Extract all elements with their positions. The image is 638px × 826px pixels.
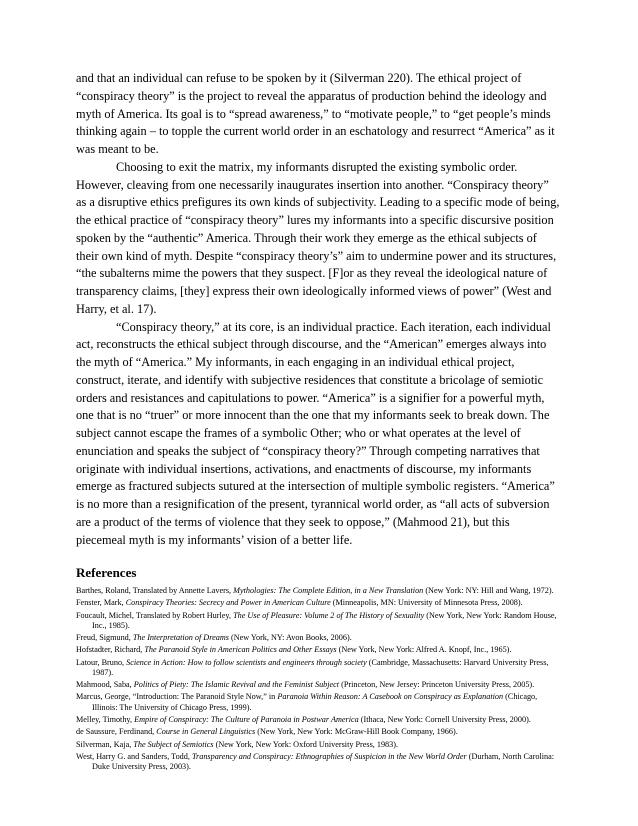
reference-author: Hofstadter, Richard,	[76, 645, 145, 655]
body-text	[76, 70, 562, 549]
reference-publication: (New York: NY: Hill and Wang, 1972).	[423, 586, 554, 596]
reference-title: Politics of Piety: The Islamic Revival and the Feminist Subject	[133, 680, 340, 690]
reference-entry	[76, 645, 562, 655]
reference-publication: (New York, New York: Oxford University Press, 1983).	[213, 739, 399, 749]
document-page	[76, 70, 562, 774]
reference-author: Silverman, Kaja,	[76, 739, 134, 749]
reference-entry	[76, 680, 562, 690]
reference-title: Paranoia Within Reason: A Casebook on Conspiracy as Explanation	[277, 692, 504, 702]
reference-author: Barthes, Roland, Translated by Annette Lavers,	[76, 586, 234, 596]
reference-publication: (New York, New York: McGraw-Hill Book Company, 1966).	[255, 727, 458, 737]
reference-publication: (New York, New York: Random House, Inc., 1985).	[92, 610, 557, 631]
reference-title: Mythologies: The Complete Edition, in a New Translation	[233, 586, 424, 596]
paragraph: “Conspiracy theory,” at its core, is an individual practice. Each iteration, each individual act, reconstructs the ethical subject through discourse, and the “American” emerges always into the myth of “America.” My informants, in each engaging in an individual ethical project, construct, iterate, and identify with subjective residences that constitute a bricolage of semiotic orders and resistances and capitulations to power. “America” is a signifier for a powerful myth, one that is no “truer” or more innocent than the one that my informants seek to break down. The subject cannot escape the frames of a symbolic Other; who or what operates at the level of enunciation and speaks the subject of “conspiracy theory?” Through competing narratives that originate with individual insertions, activations, and enactments of discourse, my informants emerge as fractured subjects sutured at the intersection of multiple symbolic registers. “America” is no more than a resignification of the present, tyrannical world order, as “all acts of subversion are a product of the terms of violence that they seek to oppose,” (Mahmood 21), but this piecemeal myth is my informants’ vision of a better life.	[76, 319, 555, 547]
reference-author: de Saussure, Ferdinand,	[76, 727, 157, 737]
reference-title: The Paranoid Style in American Politics and Other Essays	[144, 645, 337, 655]
reference-publication: (Chicago, Illinois: The University of Chicago Press, 1999).	[92, 692, 538, 712]
paragraph: Choosing to exit the matrix, my informants disrupted the existing symbolic order. However, cleaving from one necessarily inaugurates insertion into another. “Conspiracy theory” as a disruptive ethics prefigures its own kinds of subjectivity. Leading to a specific mode of being, the ethical practice of “conspiracy theory” lures my informants into a specific discursive position spoken by the “authentic” America. Through their work they emerge as the ethical subjects of their own kind of myth. Despite “conspiracy theory’s” aim to undermine power and its structures, “the subalterns mime the powers that they suspect. [F]or as they reveal the ideological nature of transparency claims, [they] express their own ideologically informed views of power” (West and Harry, et al. 17).	[76, 159, 560, 316]
reference-title: Conspiracy Theories: Secrecy and Power in American Culture	[125, 598, 331, 608]
reference-title: Course in General Linguistics	[156, 727, 256, 737]
references-list	[76, 586, 562, 772]
reference-publication: (Durham, North Carolina: Duke University Press, 2003).	[92, 751, 554, 772]
reference-publication: (New York, NY: Avon Books, 2006).	[228, 633, 352, 643]
reference-author: West, Harry G. and Sanders, Todd,	[76, 751, 192, 761]
reference-title: The Interpretation of Dreams	[132, 633, 229, 643]
reference-title: Transparency and Conspiracy: Ethnographies of Suspicion in the New World Order	[191, 751, 467, 761]
reference-entry	[76, 611, 562, 632]
reference-entry	[76, 692, 562, 713]
reference-entry	[76, 598, 562, 608]
reference-entry	[76, 633, 562, 643]
reference-entry	[76, 658, 562, 679]
reference-title: Science in Action: How to follow scientists and engineers through society	[126, 657, 367, 667]
reference-title: The Use of Pleasure: Volume 2 of The History of Sexuality	[233, 610, 425, 620]
reference-publication: (Cambridge, Massachusetts: Harvard University Press, 1987).	[92, 657, 549, 678]
reference-entry	[76, 586, 562, 596]
reference-author: Freud, Sigmund,	[76, 633, 133, 643]
references-heading: References	[76, 565, 137, 581]
reference-publication: (Princeton, New Jersey: Princeton University Press, 2005).	[339, 680, 535, 690]
reference-entry	[76, 715, 562, 725]
reference-entry	[76, 727, 562, 737]
reference-title: The Subject of Semiotics	[133, 739, 214, 749]
paragraph: and that an individual can refuse to be spoken by it (Silverman 220). The ethical project of “conspiracy theory” is the project to reveal the apparatus of production behind the ideology and myth of America. Its goal is to “spread awareness,” to “motivate people,” to “get people’s minds thinking again – to topple the current world order in an eschatology and resurrect “America” as it was meant to be.	[76, 71, 555, 156]
reference-author: Marcus, George, “Introduction: The Paranoid Style Now,” in	[76, 692, 278, 702]
reference-author: Melley, Timothy,	[76, 715, 135, 725]
reference-entry	[76, 752, 562, 773]
reference-publication: (New York, New York: Alfred A. Knopf, Inc., 1965).	[336, 645, 512, 655]
reference-author: Mahmood, Saba,	[76, 680, 134, 690]
reference-publication: (Ithaca, New York: Cornell University Press, 2000).	[358, 715, 531, 725]
reference-author: Latour, Bruno,	[76, 657, 127, 667]
reference-publication: (Minneapolis, MN: University of Minnesota Press, 2008).	[330, 598, 523, 608]
reference-author: Foucault, Michel, Translated by Robert Hurley,	[76, 610, 234, 620]
reference-entry	[76, 740, 562, 750]
reference-title: Empire of Conspiracy: The Culture of Paranoia in Postwar America	[134, 715, 359, 725]
reference-author: Fenster, Mark,	[76, 598, 126, 608]
